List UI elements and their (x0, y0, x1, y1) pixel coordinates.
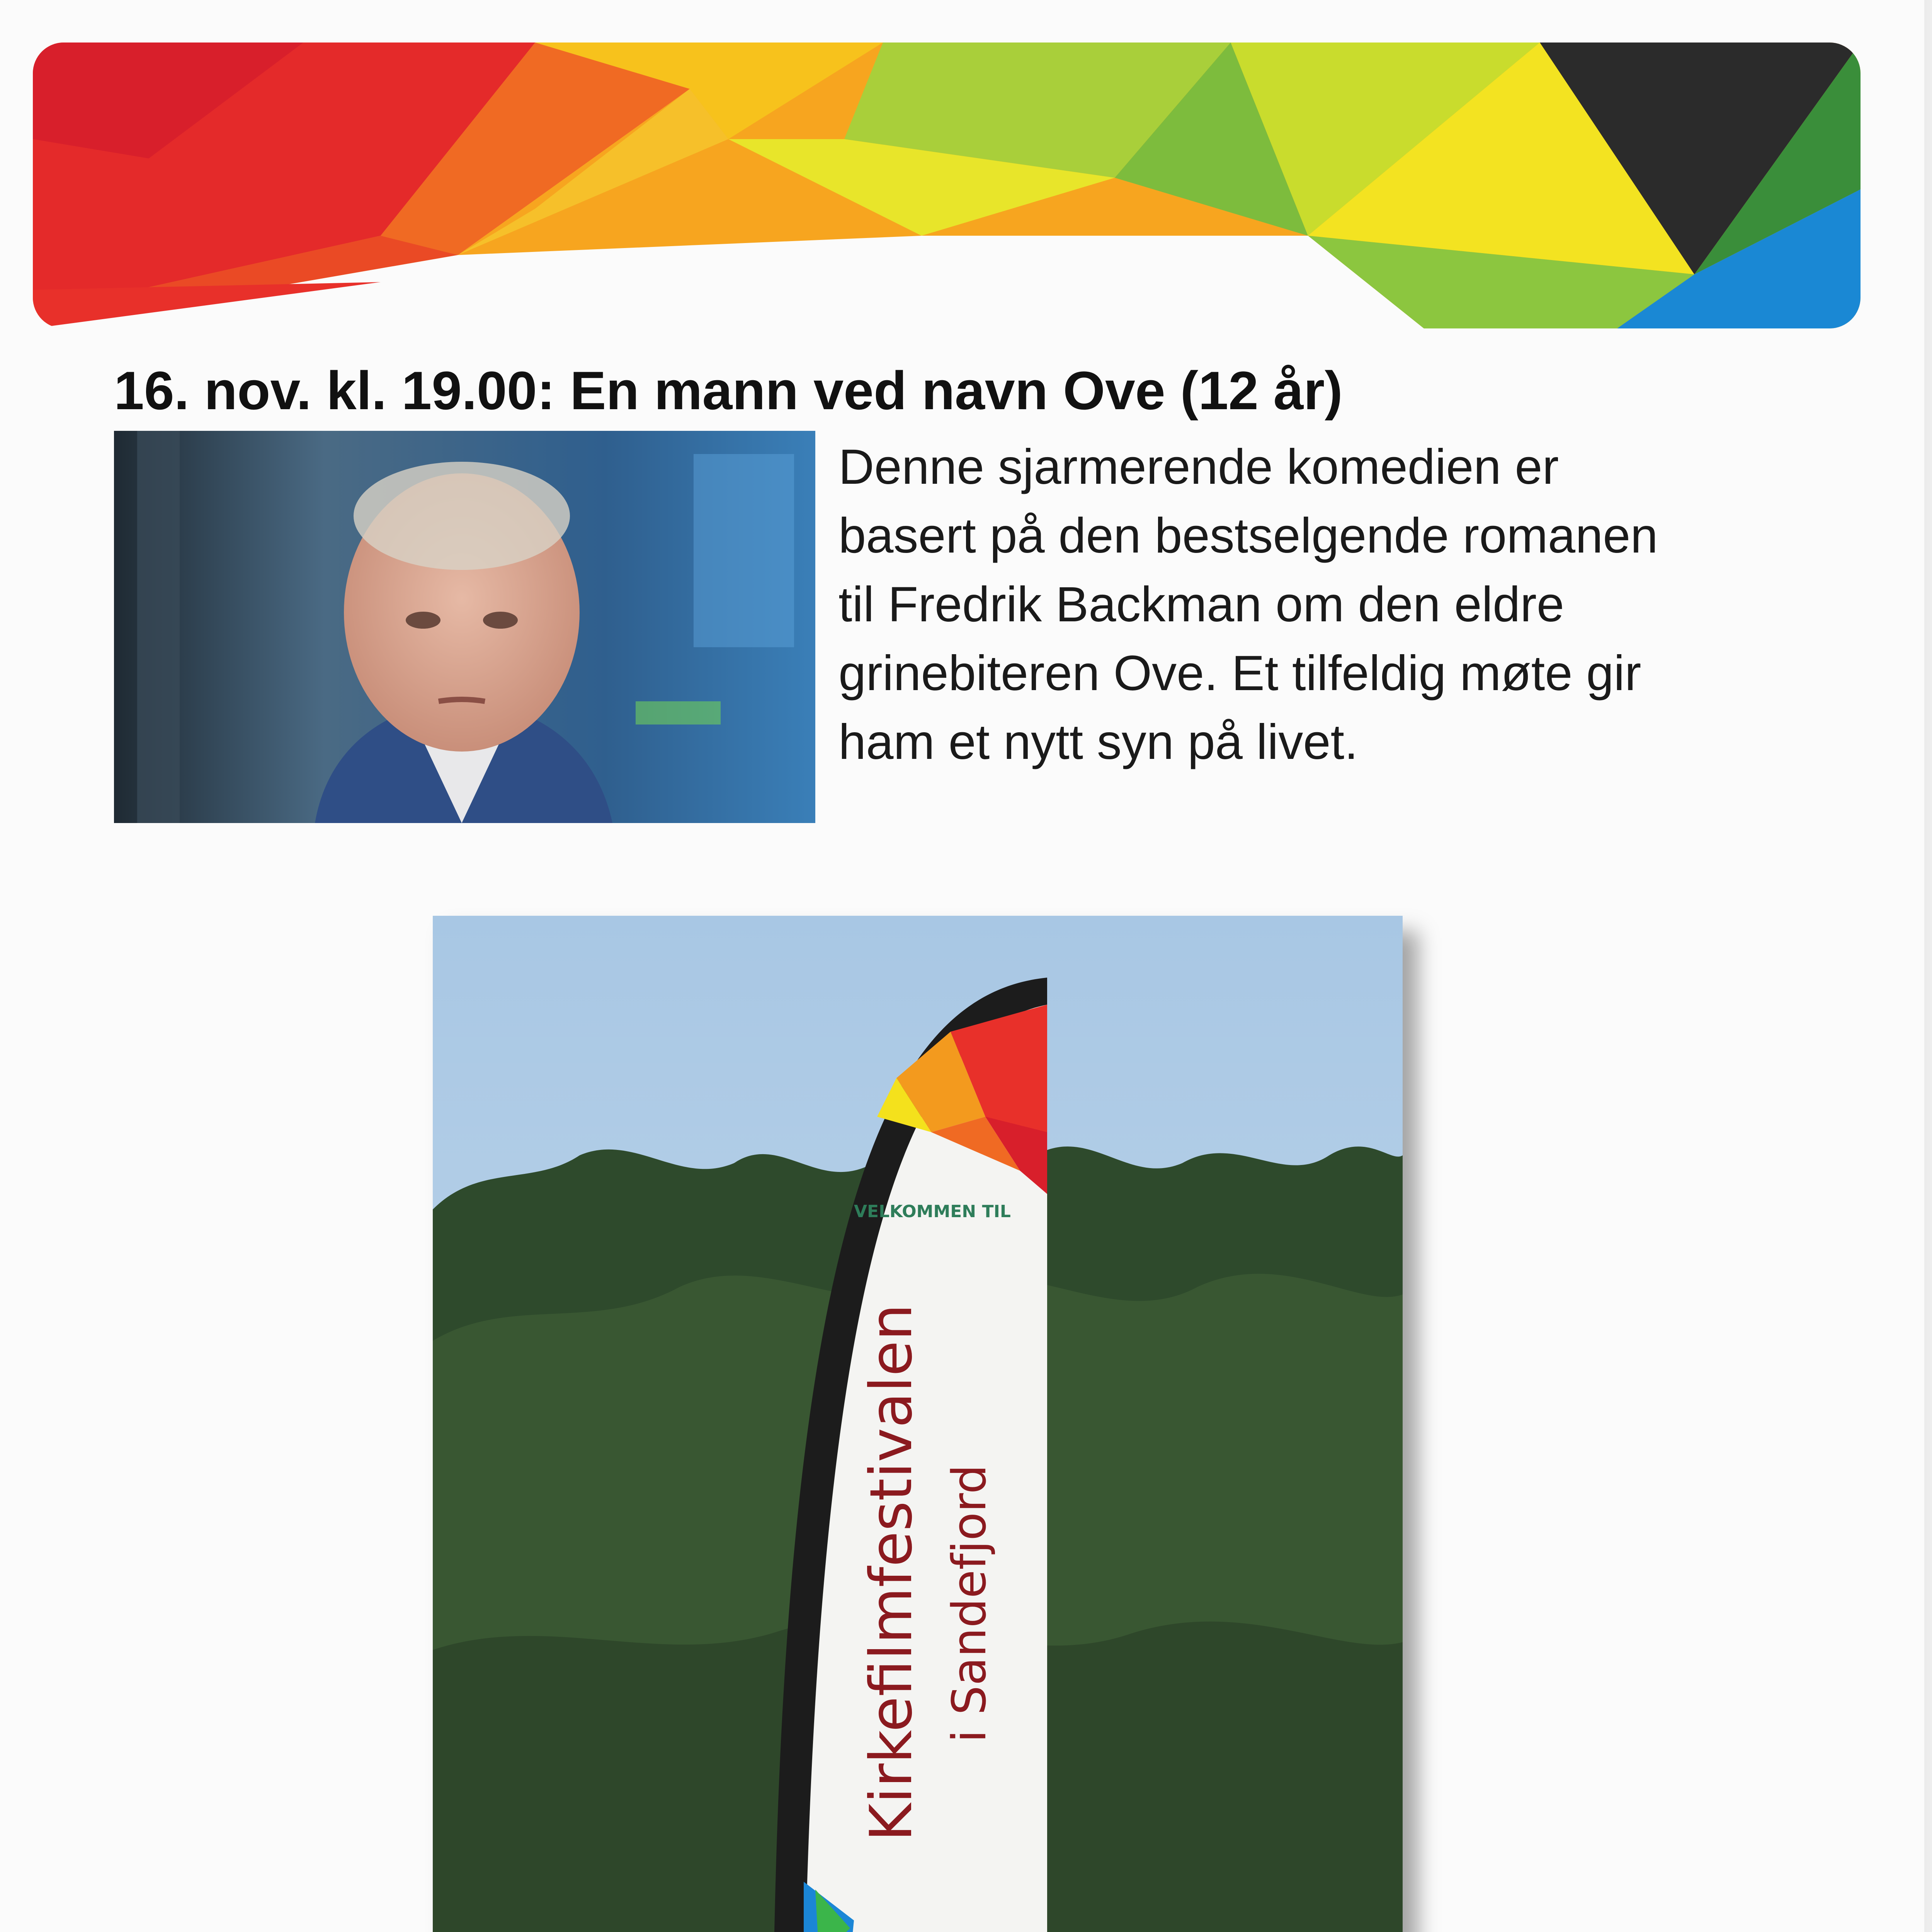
flag-welcome-text: VELKOMMEN TIL (854, 1202, 1011, 1221)
top-decorative-banner (33, 43, 1861, 328)
page-edge (1924, 0, 1932, 1932)
description-line: ham et nytt syn på livet. (838, 714, 1358, 770)
description-line: basert på den bestselgende romanen (838, 508, 1658, 563)
description-line: Denne sjarmerende komedien er (838, 439, 1559, 495)
event-description (838, 433, 1843, 777)
flag-title-text: Kirkefilmfestivalen (858, 1304, 925, 1842)
actor-portrait-photo (114, 431, 815, 823)
description-line: grinebiteren Ove. Et tilfeldig møte gir (838, 646, 1641, 701)
festival-flag-photo (433, 916, 1403, 1932)
event-heading: 16. nov. kl. 19.00: En mann ved navn Ove (12 år) (114, 360, 1343, 421)
flag-subtitle-text: i Sandefjord (943, 1464, 997, 1743)
description-line: til Fredrik Backman om den eldre (838, 577, 1565, 632)
